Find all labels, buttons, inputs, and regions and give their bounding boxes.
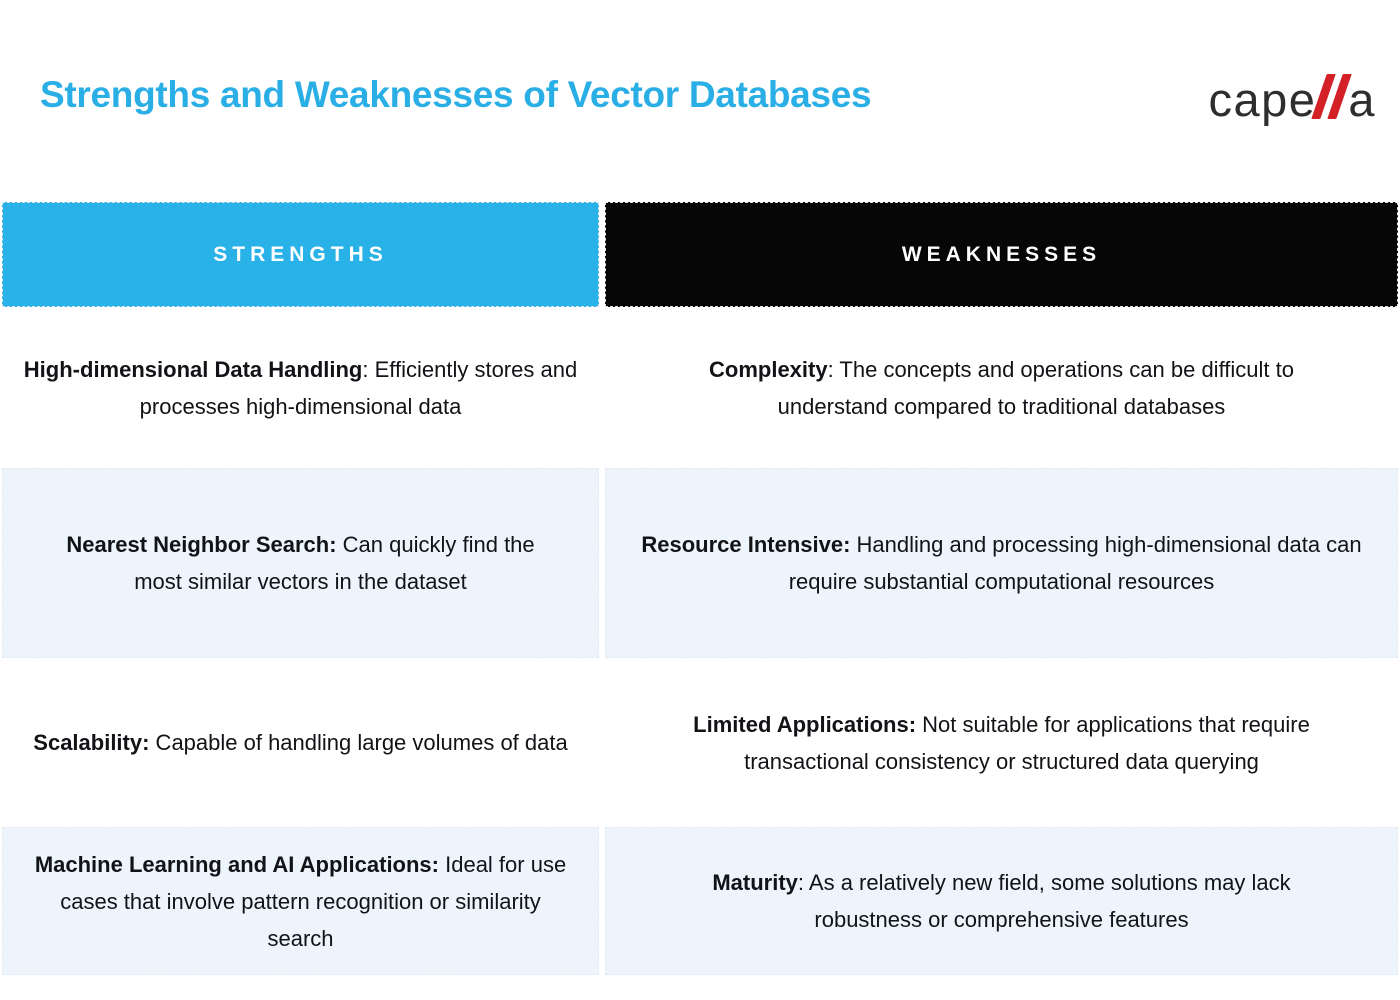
desc-text: : Efficiently stores and processes high-dimensional data [139, 356, 578, 419]
term-text: Maturity [712, 870, 798, 895]
weakness-cell-limited-applications [605, 658, 1398, 827]
weaknesses-header-label: WEAKNESSES [901, 242, 1102, 266]
term-text: Scalability: [33, 730, 150, 755]
cell-text [28, 846, 573, 957]
cell-text [657, 864, 1347, 938]
desc-text: Capable of handling large volumes of data [149, 730, 568, 755]
logo-text-right: a [1348, 73, 1376, 126]
term-text: Nearest Neighbor Search: [66, 532, 337, 557]
cell-text [18, 351, 583, 425]
strengths-weaknesses-table [2, 202, 1398, 975]
term-text: Machine Learning and AI Applications: [34, 851, 439, 877]
cell-text [652, 706, 1352, 780]
desc-text: : As a relatively new field, some solutions may lack robustness or comprehensive features [797, 870, 1291, 932]
cell-text [33, 724, 567, 761]
desc-text: : The concepts and operations can be difficult to understand compared to traditional databases [777, 356, 1294, 419]
page-title: Strengths and Weaknesses of Vector Databases [40, 74, 872, 115]
strength-cell-scalability [2, 658, 599, 827]
term-text: Limited Applications: [693, 711, 917, 737]
desc-text: Can quickly find the most similar vectors in the dataset [134, 532, 535, 594]
strength-cell-high-dimensional [2, 307, 599, 468]
weakness-cell-resource-intensive [605, 468, 1398, 658]
strengths-column-header [2, 202, 599, 307]
capella-logo [1208, 72, 1376, 127]
term-text: High-dimensional Data Handling [23, 356, 363, 382]
logo-text-left: cape [1208, 73, 1317, 126]
weakness-cell-complexity [605, 307, 1398, 468]
desc-text: Handling and processing high-dimensional data can require substantial computational resources [788, 532, 1362, 594]
weaknesses-column-header [605, 202, 1398, 307]
strengths-header-label: STRENGTHS [213, 242, 388, 266]
cell-text [657, 351, 1347, 425]
strength-cell-ml-ai-applications [2, 827, 599, 975]
term-text: Resource Intensive: [641, 532, 851, 557]
desc-text: Ideal for use cases that involve pattern recognition or similarity search [60, 851, 567, 951]
term-text: Complexity [709, 356, 828, 382]
strength-cell-nearest-neighbor [2, 468, 599, 658]
cell-text [41, 526, 561, 600]
cell-text [640, 526, 1364, 600]
desc-text: Not suitable for applications that require transactional consistency or structured data querying [744, 711, 1310, 774]
weakness-cell-maturity [605, 827, 1398, 975]
